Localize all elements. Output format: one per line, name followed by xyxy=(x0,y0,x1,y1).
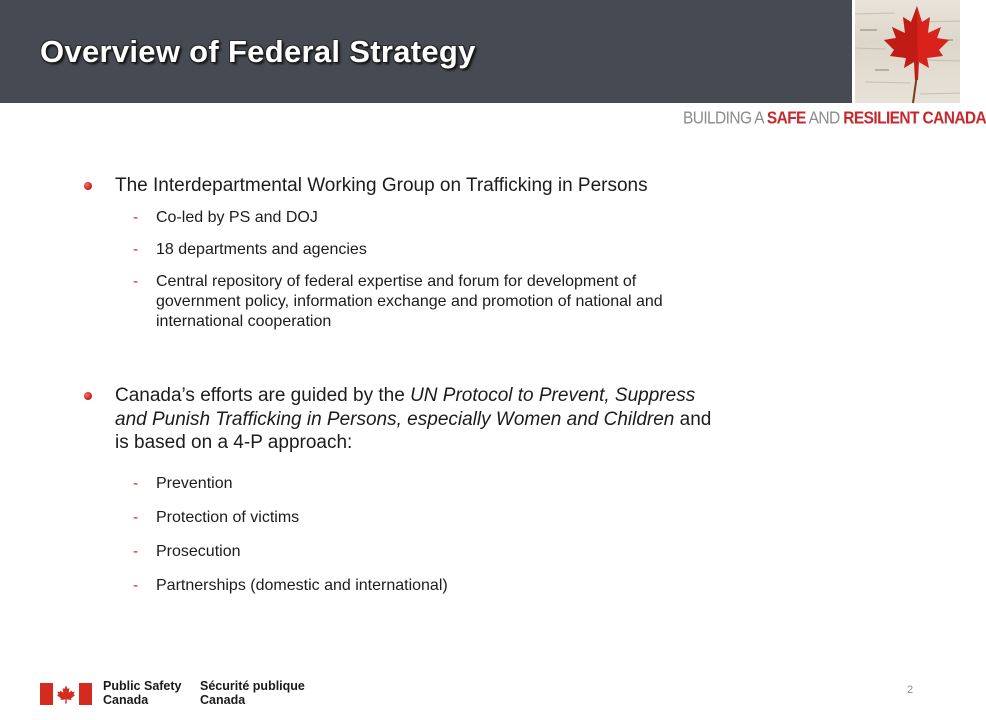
dash-icon: - xyxy=(133,273,139,290)
sub-bullet-line: Central repository of federal expertise and forum for development of xyxy=(156,273,637,290)
tagline-emphasis: RESILIENT CANADA xyxy=(843,109,986,129)
department-line: Canada xyxy=(103,692,149,707)
bullet-dot-icon xyxy=(84,392,92,400)
bullet-line: The Interdepartmental Working Group on Trafficking in Persons xyxy=(115,175,648,196)
sub-bullet-line: Prevention xyxy=(156,475,233,492)
sub-bullet-text xyxy=(156,542,856,562)
sub-bullet-line: Co-led by PS and DOJ xyxy=(156,209,318,226)
dash-icon: - xyxy=(133,475,139,492)
canada-flag-icon xyxy=(40,683,92,705)
slide-title: Overview of Federal Strategy xyxy=(40,34,476,69)
dash-icon: - xyxy=(133,543,139,560)
page-number: 2 xyxy=(907,684,914,696)
sub-bullet-line: Prosecution xyxy=(156,543,241,560)
department-line: Canada xyxy=(200,692,246,707)
sub-bullet-text xyxy=(156,576,856,596)
bullet-text xyxy=(115,174,648,198)
protocol-title: UN Protocol to Prevent, Suppress xyxy=(410,385,696,406)
sub-bullet-line: government policy, information exchange and promotion of national and xyxy=(156,293,663,310)
tagline-part: BUILDING A xyxy=(683,109,767,129)
sub-bullet-text xyxy=(156,272,856,332)
sub-bullet-text xyxy=(156,508,856,528)
department-name-english xyxy=(103,680,182,707)
sub-bullet-text xyxy=(156,240,856,260)
tagline-emphasis: SAFE xyxy=(766,109,806,129)
sub-bullet-text xyxy=(156,208,856,228)
protocol-title: and Punish Trafficking in Persons, especially Women and Children xyxy=(115,408,675,430)
department-name-french xyxy=(200,680,305,707)
sub-bullet-line: 18 departments and agencies xyxy=(156,241,367,258)
sub-bullet-text xyxy=(156,474,856,494)
department-line: Public Safety xyxy=(103,679,182,693)
tagline-part: AND xyxy=(805,109,844,129)
sub-bullet-line: Partnerships (domestic and international) xyxy=(156,577,448,594)
sub-bullet-line: international cooperation xyxy=(156,313,332,330)
bullet-line: is based on a 4-P approach: xyxy=(115,432,353,453)
dash-icon: - xyxy=(133,209,139,226)
bullet-line xyxy=(115,408,711,432)
dash-icon: - xyxy=(133,509,139,526)
bullet-text xyxy=(115,384,711,455)
bullet-dot-icon xyxy=(84,182,92,190)
bullet-text-segment: Canada’s efforts are guided by the xyxy=(115,385,411,406)
department-line: Sécurité publique xyxy=(200,679,305,693)
bullet-text-segment: and xyxy=(674,408,712,430)
bullet-line xyxy=(115,384,711,408)
dash-icon: - xyxy=(133,241,139,258)
sub-bullet-line: Protection of victims xyxy=(156,509,300,526)
dash-icon: - xyxy=(133,577,139,594)
